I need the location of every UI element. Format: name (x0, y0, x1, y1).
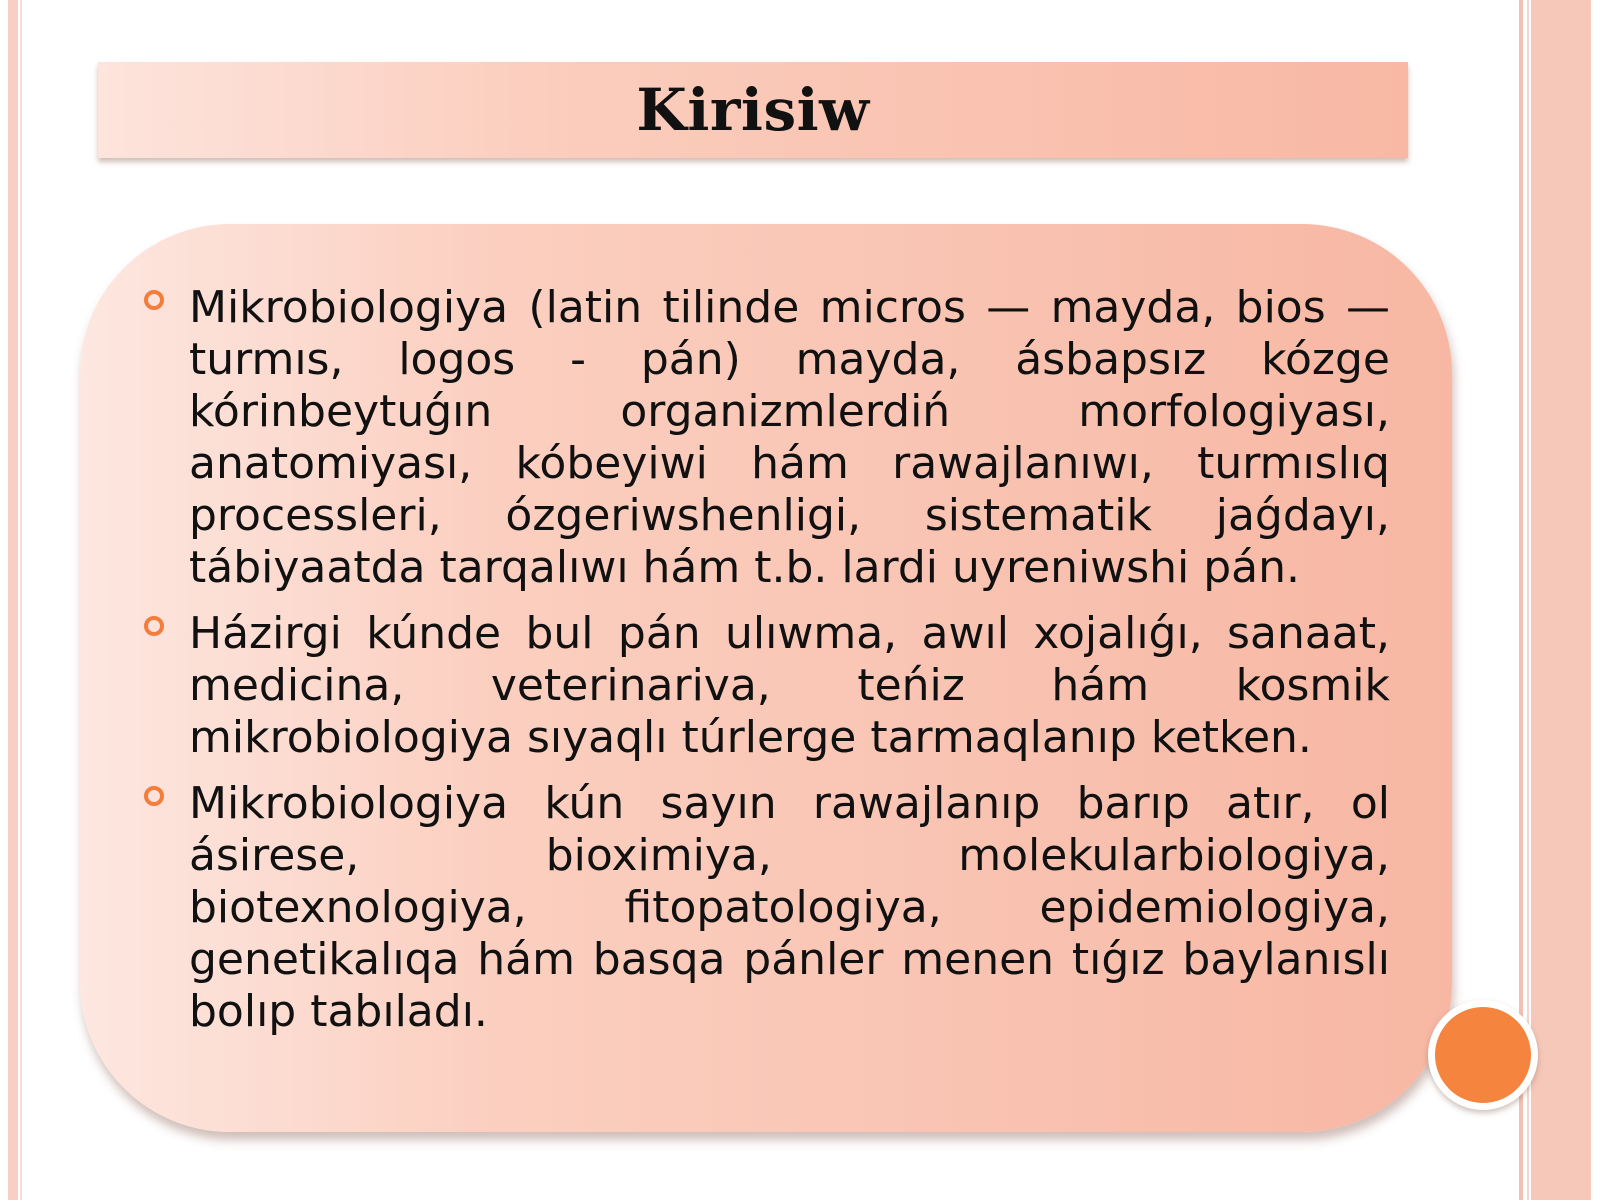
bullet-text: Mikrobiologiya kún sayın rawajlanıp barıp atır, ol ásirese, bioximiya, molekularbiologiya, biotexnologiya, fitopatologiya, epidemiologiya, genetikalıqa hám basqa pánler menen tıǵız baylanıslı bolıp tabıladı. (189, 778, 1390, 1037)
bullet-text: Mikrobiologiya (latin tilinde micros — mayda, bios — turmıs, logos - pán) mayda, ásbapsız kózge kórinbeytuǵın organizmlerdiń morfologiyası, anatomiyası, kóbeyiwi hám rawajlanıwı, turmıslıq processleri, ózgeriwshenligi, sistematik jaǵdayı, tábiyaatda tarqalıwı hám t.b. lardi uyreniwshi pán. (189, 282, 1390, 593)
title-bar (98, 62, 1408, 158)
decorative-orange-circle (1428, 1000, 1538, 1110)
bullet-ring-icon (144, 290, 164, 310)
bullet-ring-icon (144, 786, 164, 806)
slide-title: Kirisiw (636, 76, 870, 144)
bullet-ring-icon (144, 616, 164, 636)
bullet-item (144, 282, 1390, 594)
bullet-list (144, 282, 1390, 1052)
frame-right-band (1531, 0, 1591, 1200)
bullet-text: Házirgi kúnde bul pán ulıwma, awıl xojalıǵı, sanaat, medicina, veterinariva, teńiz hám kosmik mikrobiologiya sıyaqlı túrlerge tarmaqlanıp ketken. (189, 608, 1390, 763)
frame-right-line-thin (1527, 0, 1529, 1200)
bullet-item (144, 608, 1390, 764)
frame-left-border (8, 0, 18, 1200)
frame-left-inner-line (20, 0, 22, 1200)
bullet-item (144, 778, 1390, 1038)
